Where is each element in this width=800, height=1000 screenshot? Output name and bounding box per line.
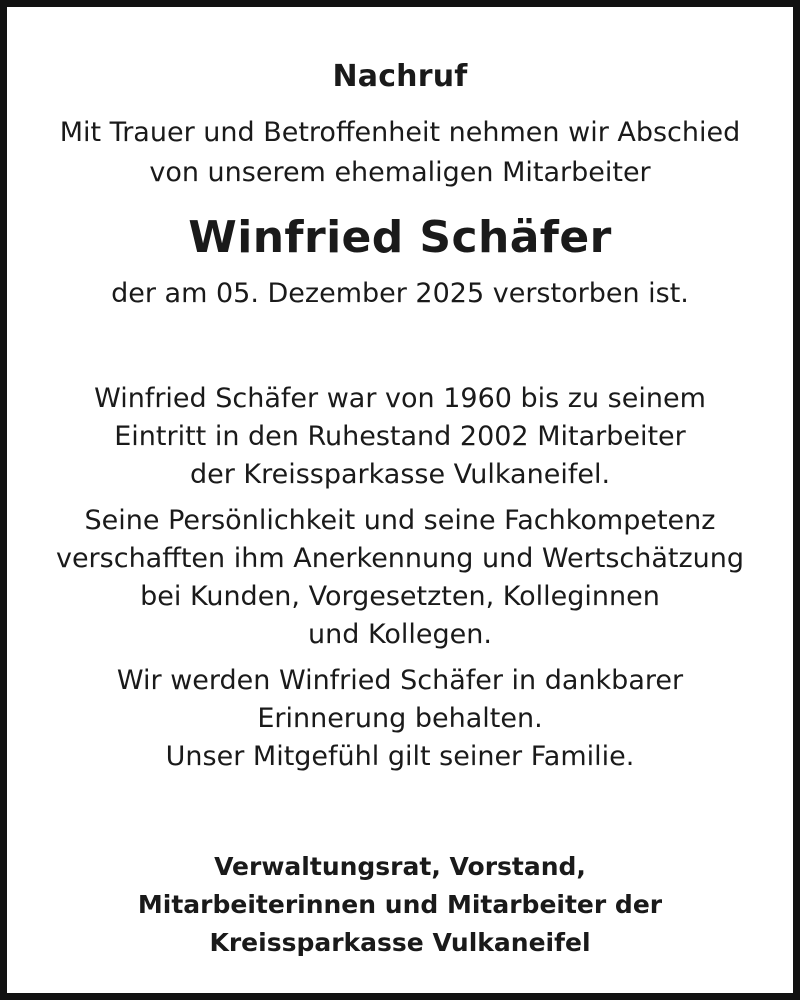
obituary-content <box>14 7 786 962</box>
paragraph-line: Winfried Schäfer war von 1960 bis zu seinem <box>94 383 706 414</box>
death-date-line: der am 05. Dezember 2025 verstorben ist. <box>111 278 689 309</box>
paragraph-line: verschafften ihm Anerkennung und Wertschätzung <box>55 543 745 574</box>
paragraph-line: Erinnerung behalten. <box>257 703 543 734</box>
deceased-name: Winfried Schäfer <box>188 212 612 263</box>
paragraph-line: bei Kunden, Vorgesetzten, Kolleginnen <box>140 581 660 612</box>
intro-line: Mit Trauer und Betroffenheit nehmen wir Abschied <box>59 117 741 148</box>
paragraph-line: und Kollegen. <box>308 619 492 650</box>
signature-line: Verwaltungsrat, Vorstand, <box>214 852 586 881</box>
paragraph-line: Eintritt in den Ruhestand 2002 Mitarbeiter <box>114 421 686 452</box>
paragraph-line: Unser Mitgefühl gilt seiner Familie. <box>165 741 635 772</box>
signature-block <box>14 848 786 962</box>
remembrance-paragraph <box>14 662 786 776</box>
signature-line: Kreissparkasse Vulkaneifel <box>209 928 591 957</box>
paragraph-line: der Kreissparkasse Vulkaneifel. <box>189 459 611 490</box>
intro-line: von unserem ehemaligen Mitarbeiter <box>149 157 651 188</box>
obituary-heading: Nachruf <box>332 59 468 94</box>
tribute-paragraph <box>14 502 786 654</box>
signature-line: Mitarbeiterinnen und Mitarbeiter der <box>137 890 663 919</box>
paragraph-line: Wir werden Winfried Schäfer in dankbarer <box>116 665 684 696</box>
paragraph-line: Seine Persönlichkeit und seine Fachkompetenz <box>84 505 716 536</box>
career-paragraph <box>14 380 786 494</box>
intro-text <box>14 113 786 193</box>
